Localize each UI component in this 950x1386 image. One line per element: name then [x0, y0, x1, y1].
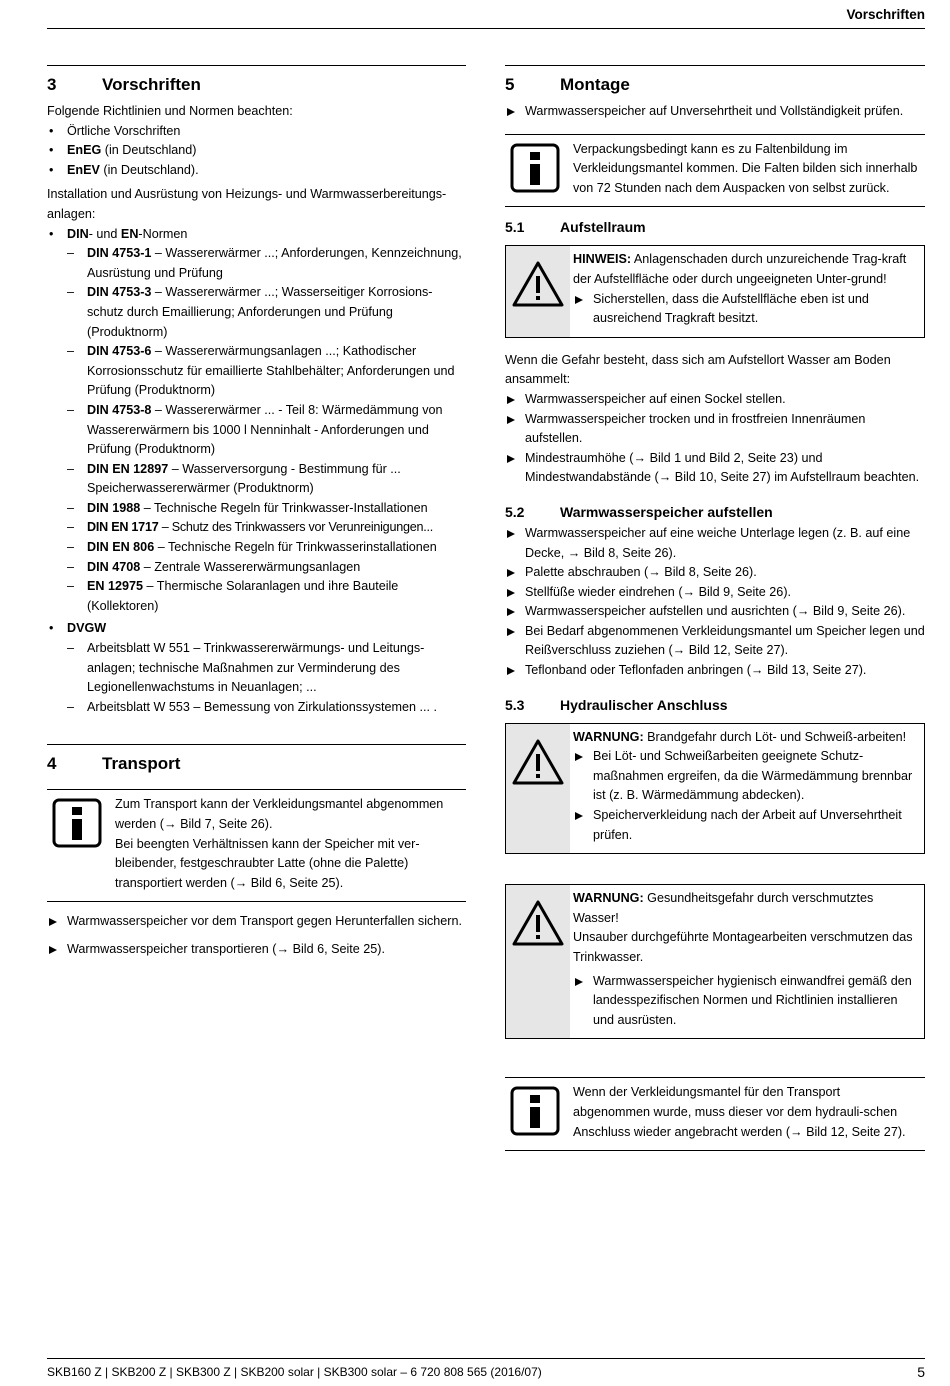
warning-box [505, 245, 925, 337]
warning-icon [506, 885, 570, 1038]
section-number: 5.2 [505, 503, 525, 520]
section-5-3-heading [505, 695, 925, 715]
section-number: 5.3 [505, 696, 525, 713]
section-3-heading [47, 66, 466, 102]
warning-step: Bei Löt- und Schweißarbeiten geeignete Schutz-maßnahmen ergreifen, da die Wärmedämmung brennbar ist (z. B. Wärmedämmung abdecken). [573, 747, 916, 806]
step-item: Stellfüße wieder eindrehen (→ Bild 9, Seite 26). [505, 583, 925, 603]
dvgw-item: – Arbeitsblatt W 551 – Trinkwassererwärmungs- und Leitungs-anlagen; technische Maßnahmen zur Verminderung des Legionellenwachstums in Neuanlagen; ... [47, 639, 466, 698]
step-item: Warmwasserspeicher aufstellen und ausrichten (→ Bild 9, Seite 26). [505, 602, 925, 622]
norm-item: – DIN 4753-8 – Wassererwärmer ... - Teil 8: Wärmedämmung von Wassererwärmern bis 1000 l Nenninhalt - Anforderungen und Prüfung (Produktnorm) [47, 401, 466, 460]
list-item: • EnEG (in Deutschland) [47, 141, 466, 161]
warning-step: Sicherstellen, dass die Aufstellfläche eben ist und ausreichend Tragkraft besitzt. [573, 290, 916, 329]
section-title: Transport [102, 754, 181, 774]
section-title: Aufstellraum [560, 219, 646, 236]
section-number: 3 [47, 75, 57, 94]
section-4-heading [47, 745, 466, 781]
section-number: 5.1 [505, 219, 525, 236]
warning-step: Speicherverkleidung nach der Arbeit auf Unversehrtheit prüfen. [573, 806, 916, 845]
warning-icon [506, 724, 570, 854]
info-icon [47, 790, 107, 901]
warning-box [505, 723, 925, 855]
note-text: Verpackungsbedingt kann es zu Faltenbildung im Verkleidungsmantel kommen. Die Falten bilden sich innerhalb von 72 Stunden nach dem Auspacken von selbst zurück. [573, 141, 918, 195]
warning-text: Unsauber durchgeführte Montagearbeiten verschmutzen das Trinkwasser. [573, 930, 913, 964]
step-item: Palette abschrauben (→ Bild 8, Seite 26). [505, 563, 925, 583]
section-title: Warmwasserspeicher aufstellen [560, 503, 773, 520]
list-item-din-en: • DIN- und EN-Normen [47, 225, 466, 245]
left-column [47, 65, 466, 960]
info-icon [505, 1078, 565, 1150]
info-note [505, 1077, 925, 1151]
norm-item: – DIN 4753-6 – Wassererwärmungsanlagen ...; Kathodischer Korrosionsschutz für emaillierte Stahlbehälter; Anforderungen und Prüfung (Produktnorm) [47, 342, 466, 401]
step-item: Warmwasserspeicher vor dem Transport gegen Herunterfallen sichern. [47, 912, 466, 932]
section-title: Hydraulischer Anschluss [560, 696, 728, 713]
norm-item: – DIN EN 806 – Technische Regeln für Trinkwasserinstallationen [47, 538, 466, 558]
section-title: Montage [560, 75, 630, 94]
header-title: Vorschriften [846, 7, 925, 22]
list-item: • EnEV (in Deutschland). [47, 161, 466, 181]
dvgw-item: – Arbeitsblatt W 553 – Bemessung von Zirkulationssystemen ... . [47, 698, 466, 718]
step-item: Warmwasserspeicher transportieren (→ Bild 6, Seite 25). [47, 940, 466, 960]
section-5-heading [505, 66, 925, 102]
body-text: Wenn die Gefahr besteht, dass sich am Aufstellort Wasser am Boden ansammelt: [505, 352, 891, 387]
step-item: Warmwasserspeicher trocken und in frostfreien Innenräumen aufstellen. [505, 410, 925, 449]
norm-item: – DIN 4753-1 – Wassererwärmer ...; Anforderungen, Kennzeichnung, Ausrüstung und Prüfung [47, 244, 466, 283]
warning-box [505, 884, 925, 1039]
info-icon [505, 135, 565, 207]
section-5-1-heading [505, 217, 925, 237]
norm-item: – DIN 1988 – Technische Regeln für Trinkwasser-Installationen [47, 499, 466, 519]
note-text: Wenn der Verkleidungsmantel für den Transport abgenommen wurde, muss dieser vor dem hydrauli-schen Anschluss wieder angebracht werden (→ Bild 12, Seite 27). [573, 1085, 906, 1139]
warning-text: WARNUNG: Gesundheitsgefahr durch verschmutztes Wasser! [573, 891, 874, 925]
page-header [47, 0, 925, 29]
norm-item: – DIN 4753-3 – Wassererwärmer ...; Wasserseitiger Korrosions-schutz durch Emaillierung; Anforderungen und Prüfung (Produktnorm) [47, 283, 466, 342]
warning-text: WARNUNG: Brandgefahr durch Löt- und Schweiß-arbeiten! [573, 729, 907, 744]
norm-item: – DIN EN 12897 – Wasserversorgung - Bestimmung für ... Speicherwassererwärmer (Produktnorm) [47, 460, 466, 499]
section-number: 4 [47, 754, 57, 774]
info-note [47, 789, 466, 902]
warning-text: HINWEIS: Anlagenschaden durch unzureichende Trag-kraft der Aufstellfläche oder durch ungeeigneten Unter-grund! [573, 252, 907, 286]
note-text: Zum Transport kann der Verkleidungsmantel abgenommen werden (→ Bild 7, Seite 26). Bei beengten Verhältnissen kann der Speicher mit ver-bleibender, festgeschraubter Latte (ohne die Palette) transportiert werden (→ Bild 6, Seite 25). [115, 797, 444, 890]
info-note [505, 134, 925, 208]
step-item: Warmwasserspeicher auf einen Sockel stellen. [505, 390, 925, 410]
section-title: Vorschriften [102, 75, 201, 94]
right-column [505, 65, 925, 1159]
list-item: • Örtliche Vorschriften [47, 122, 466, 142]
norm-item: – EN 12975 – Thermische Solaranlagen und ihre Bauteile (Kollektoren) [47, 577, 466, 616]
warning-step: Warmwasserspeicher hygienisch einwandfrei gemäß den landesspezifischen Normen und Richtlinien installieren und ausrüsten. [573, 972, 916, 1031]
intro-text: Folgende Richtlinien und Normen beachten: [47, 104, 293, 118]
step-item: Teflonband oder Teflonfaden anbringen (→ Bild 13, Seite 27). [505, 661, 925, 681]
step-item: Bei Bedarf abgenommenen Verkleidungsmantel um Speicher legen und Reißverschluss zuziehen (→ Bild 12, Seite 27). [505, 622, 925, 661]
page-footer [47, 1358, 925, 1386]
section-number: 5 [505, 75, 515, 94]
step-item: Warmwasserspeicher auf Unversehrtheit und Vollständigkeit prüfen. [505, 102, 925, 122]
norm-item: – DIN EN 1717 – Schutz des Trinkwassers vor Verunreinigungen... [47, 518, 466, 538]
page-number: 5 [917, 1364, 925, 1380]
step-item: Mindestraumhöhe (→ Bild 1 und Bild 2, Seite 23) und Mindestwandabstände (→ Bild 10, Seite 27) im Aufstellraum beachten. [505, 449, 925, 488]
step-item: Warmwasserspeicher auf eine weiche Unterlage legen (z. B. auf eine Decke, → Bild 8, Seite 26). [505, 524, 925, 563]
norm-item: – DIN 4708 – Zentrale Wassererwärmungsanlagen [47, 558, 466, 578]
section-5-2-heading [505, 502, 925, 522]
footer-product-info: SKB160 Z | SKB200 Z | SKB300 Z | SKB200 solar | SKB300 solar – 6 720 808 565 (2016/07) [47, 1365, 542, 1379]
install-text: Installation und Ausrüstung von Heizungs- und Warmwasserbereitungs-anlagen: [47, 187, 447, 221]
list-item-dvgw: • DVGW [47, 619, 466, 639]
warning-icon [506, 246, 570, 336]
